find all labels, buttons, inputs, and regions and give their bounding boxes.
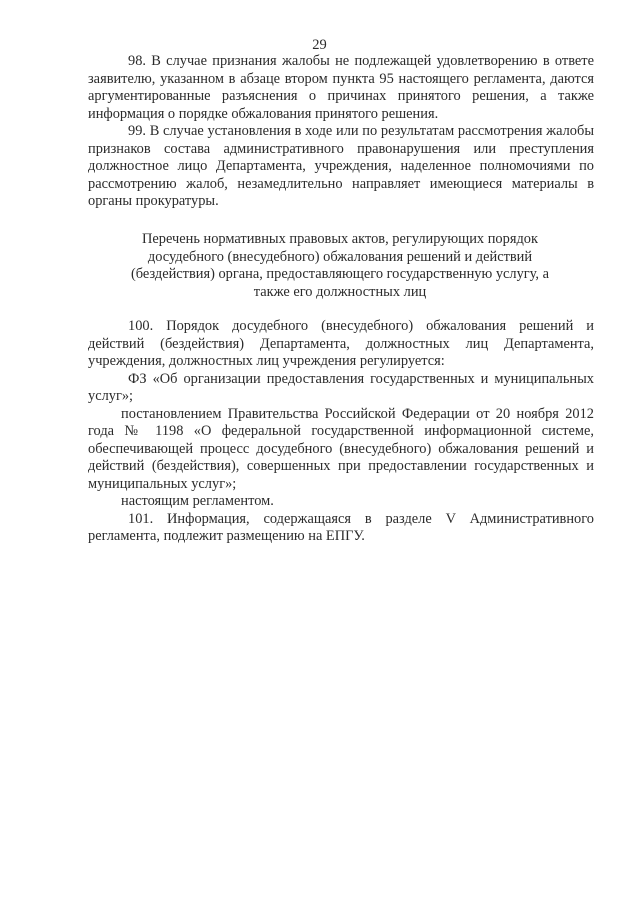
section-heading: Перечень нормативных правовых актов, регулирующих порядок досудебного (внесудебного) обжалования решений и действий (бездействия) органа, предоставляющего государственную услугу, а также его должностных лиц [130,231,550,300]
paragraph-fz: ФЗ «Об организации предоставления государственных и муниципальных услуг»; [88,370,594,404]
bottom-text-block [88,318,594,546]
paragraph-decree: постановлением Правительства Российской Федерации от 20 ноября 2012 года № 1198 «О федеральной государственной информационной системе, обеспечивающей процесс досудебного (внесудебного) обжалования решений и действий (бездействия), совершенных при предоставлении государственных и муниципальных услуг»; [88,405,594,492]
top-text-block [88,53,594,211]
page-number: 29 [312,37,327,53]
paragraph-100: 100. Порядок досудебного (внесудебного) обжалования решений и действий (бездействия) Департамента, должностных лиц Департамента, учреждения, должностных лиц учреждения регулируется: [88,318,594,369]
paragraph-this-regulation: настоящим регламентом. [121,493,274,509]
paragraph-98: 98. В случае признания жалобы не подлежащей удовлетворению в ответе заявителю, указанном в абзаце втором пункта 95 настоящего регламента, даются аргументированные разъяснения о причинах принятого решения, а также информация о порядке обжалования принятого решения. [88,53,594,122]
paragraph-101: 101. Информация, содержащаяся в разделе V Административного регламента, подлежит размещению на ЕПГУ. [88,510,594,544]
paragraph-99: 99. В случае установления в ходе или по результатам рассмотрения жалобы признаков состава административного правонарушения или преступления должностное лицо Департамента, учреждения, наделенное полномочиями по рассмотрению жалоб, незамедлительно направляет имеющиеся материалы в органы прокуратуры. [88,123,594,209]
